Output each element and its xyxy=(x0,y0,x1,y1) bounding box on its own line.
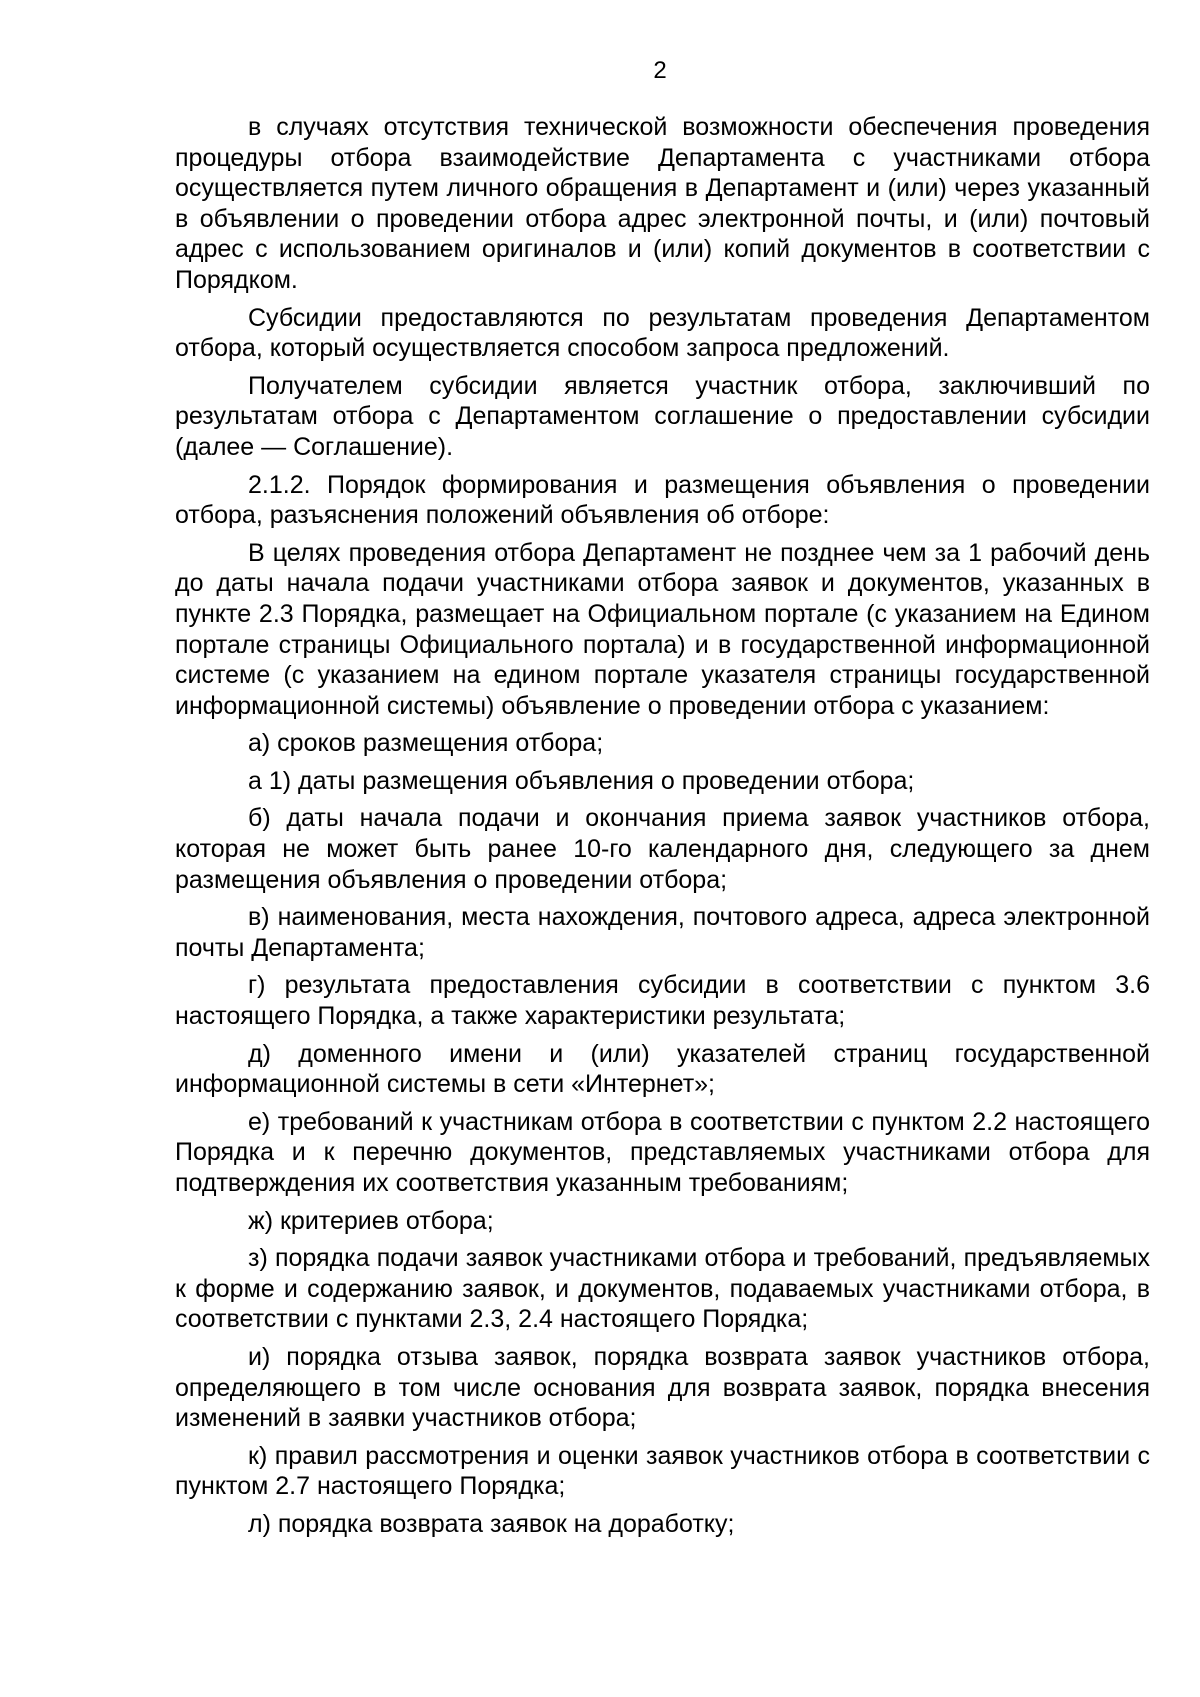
paragraph-announcement-placement: В целях проведения отбора Департамент не позднее чем за 1 рабочий день до даты начала подачи участниками отбора заявок и документов, указанных в пункте 2.3 Порядка, размещает на Официальном портале (с указанием на Едином портале страницы Официального портала) и в государственной информационной системе (с указанием на едином портале указателя страницы государственной информационной системы) объявление о проведении отбора с указанием: xyxy=(175,538,1150,720)
list-item-g: г) результата предоставления субсидии в соответствии с пунктом 3.6 настоящего Порядка, а также характеристики результата; xyxy=(175,971,1150,1031)
list-item-l: л) порядка возврата заявок на доработку; xyxy=(248,1509,735,1538)
paragraph-subsidy-provision: Субсидии предоставляются по результатам проведения Департаментом отбора, который осуществляется способом запроса предложений. xyxy=(175,303,1150,363)
list-item-a: а) сроков размещения отбора; xyxy=(248,729,604,758)
list-item-b: б) даты начала подачи и окончания приема заявок участников отбора, которая не может быть ранее 10-го календарного дня, следующего за днем размещения объявления о проведении отбора; xyxy=(175,804,1150,894)
paragraph-procedure-interaction: в случаях отсутствия технической возможности обеспечения проведения процедуры отбора взаимодействие Департамента с участниками отбора осуществляется путем личного обращения в Департамент и (или) через указанный в объявлении о проведении отбора адрес электронной почты, и (или) почтовый адрес с использованием оригиналов и (или) копий документов в соответствии с Порядком. xyxy=(175,113,1150,294)
list-item-z: з) порядка подачи заявок участниками отбора и требований, предъявляемых к форме и содержанию заявок, и документов, подаваемых участниками отбора, в соответствии с пунктами 2.3, 2.4 настоящего Порядка; xyxy=(175,1244,1150,1334)
list-item-k: к) правил рассмотрения и оценки заявок участников отбора в соответствии с пунктом 2.7 настоящего Порядка; xyxy=(175,1441,1150,1501)
list-item-e: е) требований к участникам отбора в соответствии с пунктом 2.2 настоящего Порядка и к перечню документов, представляемых участниками отбора для подтверждения их соответствия указанным требованиям; xyxy=(175,1107,1150,1197)
list-item-v: в) наименования, места нахождения, почтового адреса, адреса электронной почты Департамента; xyxy=(175,903,1150,962)
list-item-d: д) доменного имени и (или) указателей страниц государственной информационной системы в сети «Интернет»; xyxy=(175,1039,1150,1099)
document-body xyxy=(175,112,1150,1547)
page-number: 2 xyxy=(653,57,667,84)
list-item-a1: а 1) даты размещения объявления о проведении отбора; xyxy=(248,766,915,795)
paragraph-section-2-1-2: 2.1.2. Порядок формирования и размещения объявления о проведении отбора, разъяснения положений объявления об отборе: xyxy=(175,470,1150,530)
list-item-i: и) порядка отзыва заявок, порядка возврата заявок участников отбора, определяющего в том числе основания для возврата заявок, порядка внесения изменений в заявки участников отбора; xyxy=(175,1342,1150,1433)
list-item-zh: ж) критериев отбора; xyxy=(248,1206,494,1235)
paragraph-subsidy-recipient: Получателем субсидии является участник отбора, заключивший по результатам отбора с Департаментом соглашение о предоставлении субсидии (далее — Соглашение). xyxy=(175,371,1150,461)
